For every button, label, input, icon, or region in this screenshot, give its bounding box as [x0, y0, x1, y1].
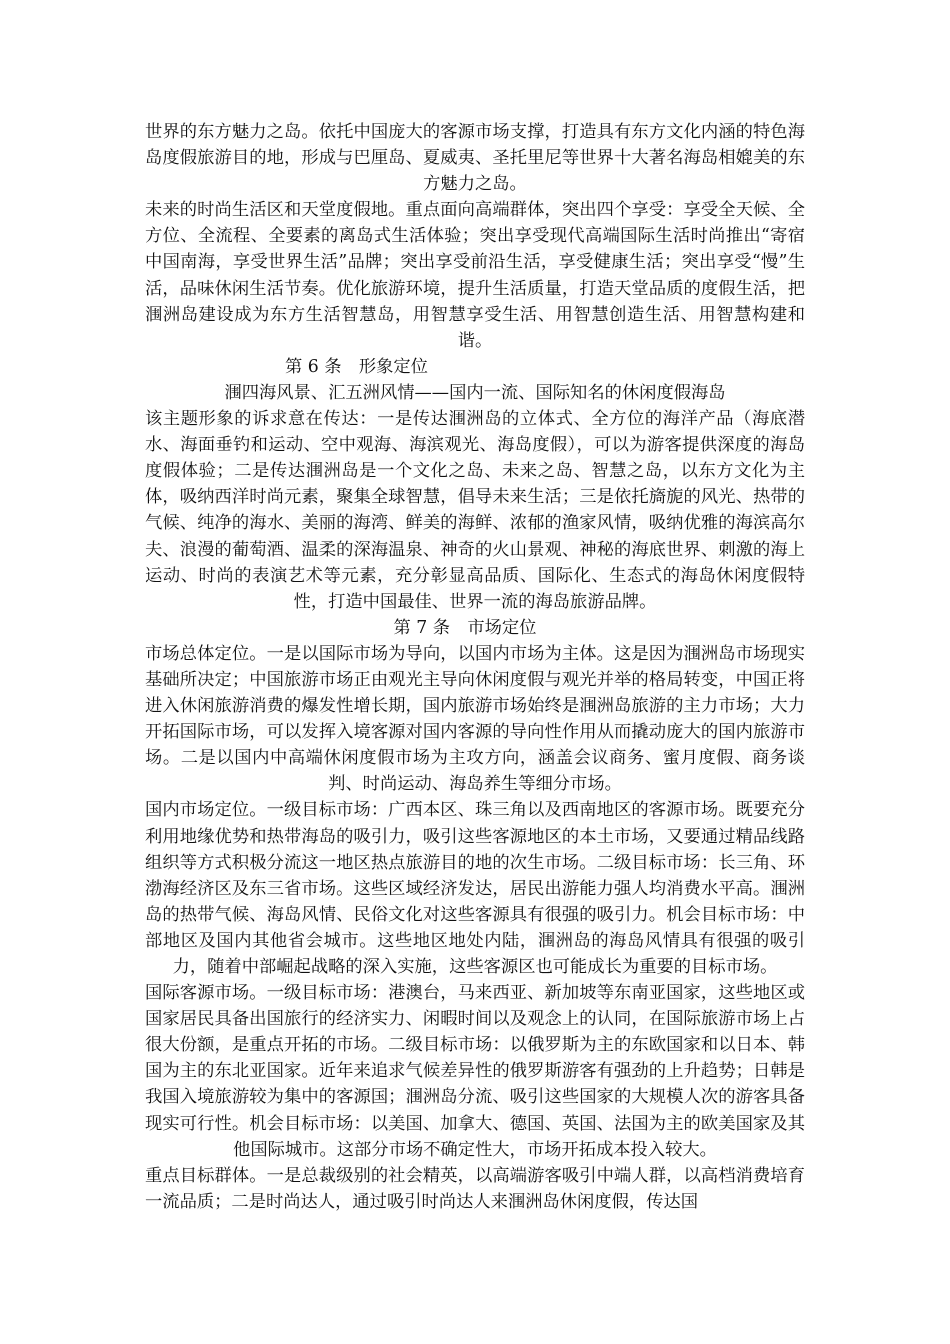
document-page — [145, 119, 805, 1215]
paragraph-international-market: 国际客源市场。一级目标市场：港澳台，马来西亚、新加坡等东南亚国家，这些地区或国家居民具备出国旅行的经济实力、闲暇时间以及观念上的认同，在国际旅游市场上占很大份额，是重点开拓的市场。二级目标市场：以俄罗斯为主的东欧国家和以日本、韩国为主的东北亚国家。近年来追求气候差异性的俄罗斯游客有强劲的上升趋势；日韩是我国入境旅游较为集中的客源国；涠洲岛分流、吸引这些国家的大规模人次的游客具备现实可行性。机会目标市场：以美国、加拿大、德国、英国、法国为主的欧美国家及其他国际城市。这部分市场不确定性大，市场开拓成本投入较大。 — [145, 983, 805, 1160]
paragraph-domestic-market: 国内市场定位。一级目标市场：广西本区、珠三角以及西南地区的客源市场。既要充分利用地缘优势和热带海岛的吸引力，吸引这些客源地区的本土市场，又要通过精品线路组织等方式积极分流这一地区热点旅游目的地的次生市场。二级目标市场：长三角、环渤海经济区及东三省市场。这些区域经济发达，居民出游能力强人均消费水平高。涠洲岛的热带气候、海岛风情、民俗文化对这些客源具有很强的吸引力。机会目标市场：中部地区及国内其他省会城市。这些地区地处内陆，涠洲岛的海岛风情具有很强的吸引力，随着中部崛起战略的深入实施，这些客源区也可能成长为重要的目标市场。 — [145, 800, 805, 977]
paragraph-overall-market: 市场总体定位。一是以国际市场为导向，以国内市场为主体。这是因为涠洲岛市场现实基础所决定；中国旅游市场正由观光主导向休闲度假与观光并举的格局转变，中国正将进入休闲旅游消费的爆发性增长期，国内旅游市场始终是涠洲岛旅游的主力市场；大力开拓国际市场，可以发挥入境客源对国内客源的导向性作用从而撬动庞大的国内旅游市场。二是以国内中高端休闲度假市场为主攻方向，涵盖会议商务、蜜月度假、商务谈判、时尚运动、海岛养生等细分市场。 — [145, 643, 805, 795]
paragraph-theme-appeal: 该主题形象的诉求意在传达：一是传达涠洲岛的立体式、全方位的海洋产品（海底潜水、海面垂钓和运动、空中观海、海滨观光、海岛度假），可以为游客提供深度的海岛度假体验；二是传达涠洲岛是一个文化之岛、未来之岛、智慧之岛，以东方文化为主体，吸纳西洋时尚元素，聚集全球智慧，倡导未来生活；三是依托旖旎的风光、热带的气候、纯净的海水、美丽的海湾、鲜美的海鲜、浓郁的渔家风情，吸纳优雅的海滨高尔夫、浪漫的葡萄酒、温柔的深海温泉、神奇的火山景观、神秘的海底世界、刺激的海上运动、时尚的表演艺术等元素，充分彰显高品质、国际化、生态式的海岛休闲度假特性，打造中国最佳、世界一流的海岛旅游品牌。 — [145, 409, 805, 612]
article-7-heading: 第 7 条 市场定位 — [393, 617, 537, 638]
article-6-heading: 第 6 条 形象定位 — [285, 356, 428, 377]
paragraph-eastern-charm: 世界的东方魅力之岛。依托中国庞大的客源市场支撑，打造具有东方文化内涵的特色海岛度假旅游目的地，形成与巴厘岛、夏威夷、圣托里尼等世界十大著名海岛相媲美的东方魅力之岛。 — [145, 122, 805, 195]
paragraph-key-target-groups: 重点目标群体。一是总裁级别的社会精英，以高端游客吸引中端人群，以高档消费培育一流品质；二是时尚达人，通过吸引时尚达人来涠洲岛休闲度假，传达国 — [145, 1165, 805, 1212]
paragraph-lifestyle: 未来的时尚生活区和天堂度假地。重点面向高端群体，突出四个享受：享受全天候、全方位、全流程、全要素的离岛式生活体验；突出享受现代高端国际生活时尚推出“寄宿中国南海，享受世界生活”品牌；突出享受前沿生活，享受健康生活；突出享受“慢”生活，品味休闲生活节奏。优化旅游环境，提升生活质量，打造天堂品质的度假生活，把涠洲岛建设成为东方生活智慧岛，用智慧享受生活、用智慧创造生活、用智慧构建和谐。 — [145, 200, 805, 351]
theme-slogan: 涠四海风景、汇五洲风情——国内一流、国际知名的休闲度假海岛 — [224, 382, 726, 403]
